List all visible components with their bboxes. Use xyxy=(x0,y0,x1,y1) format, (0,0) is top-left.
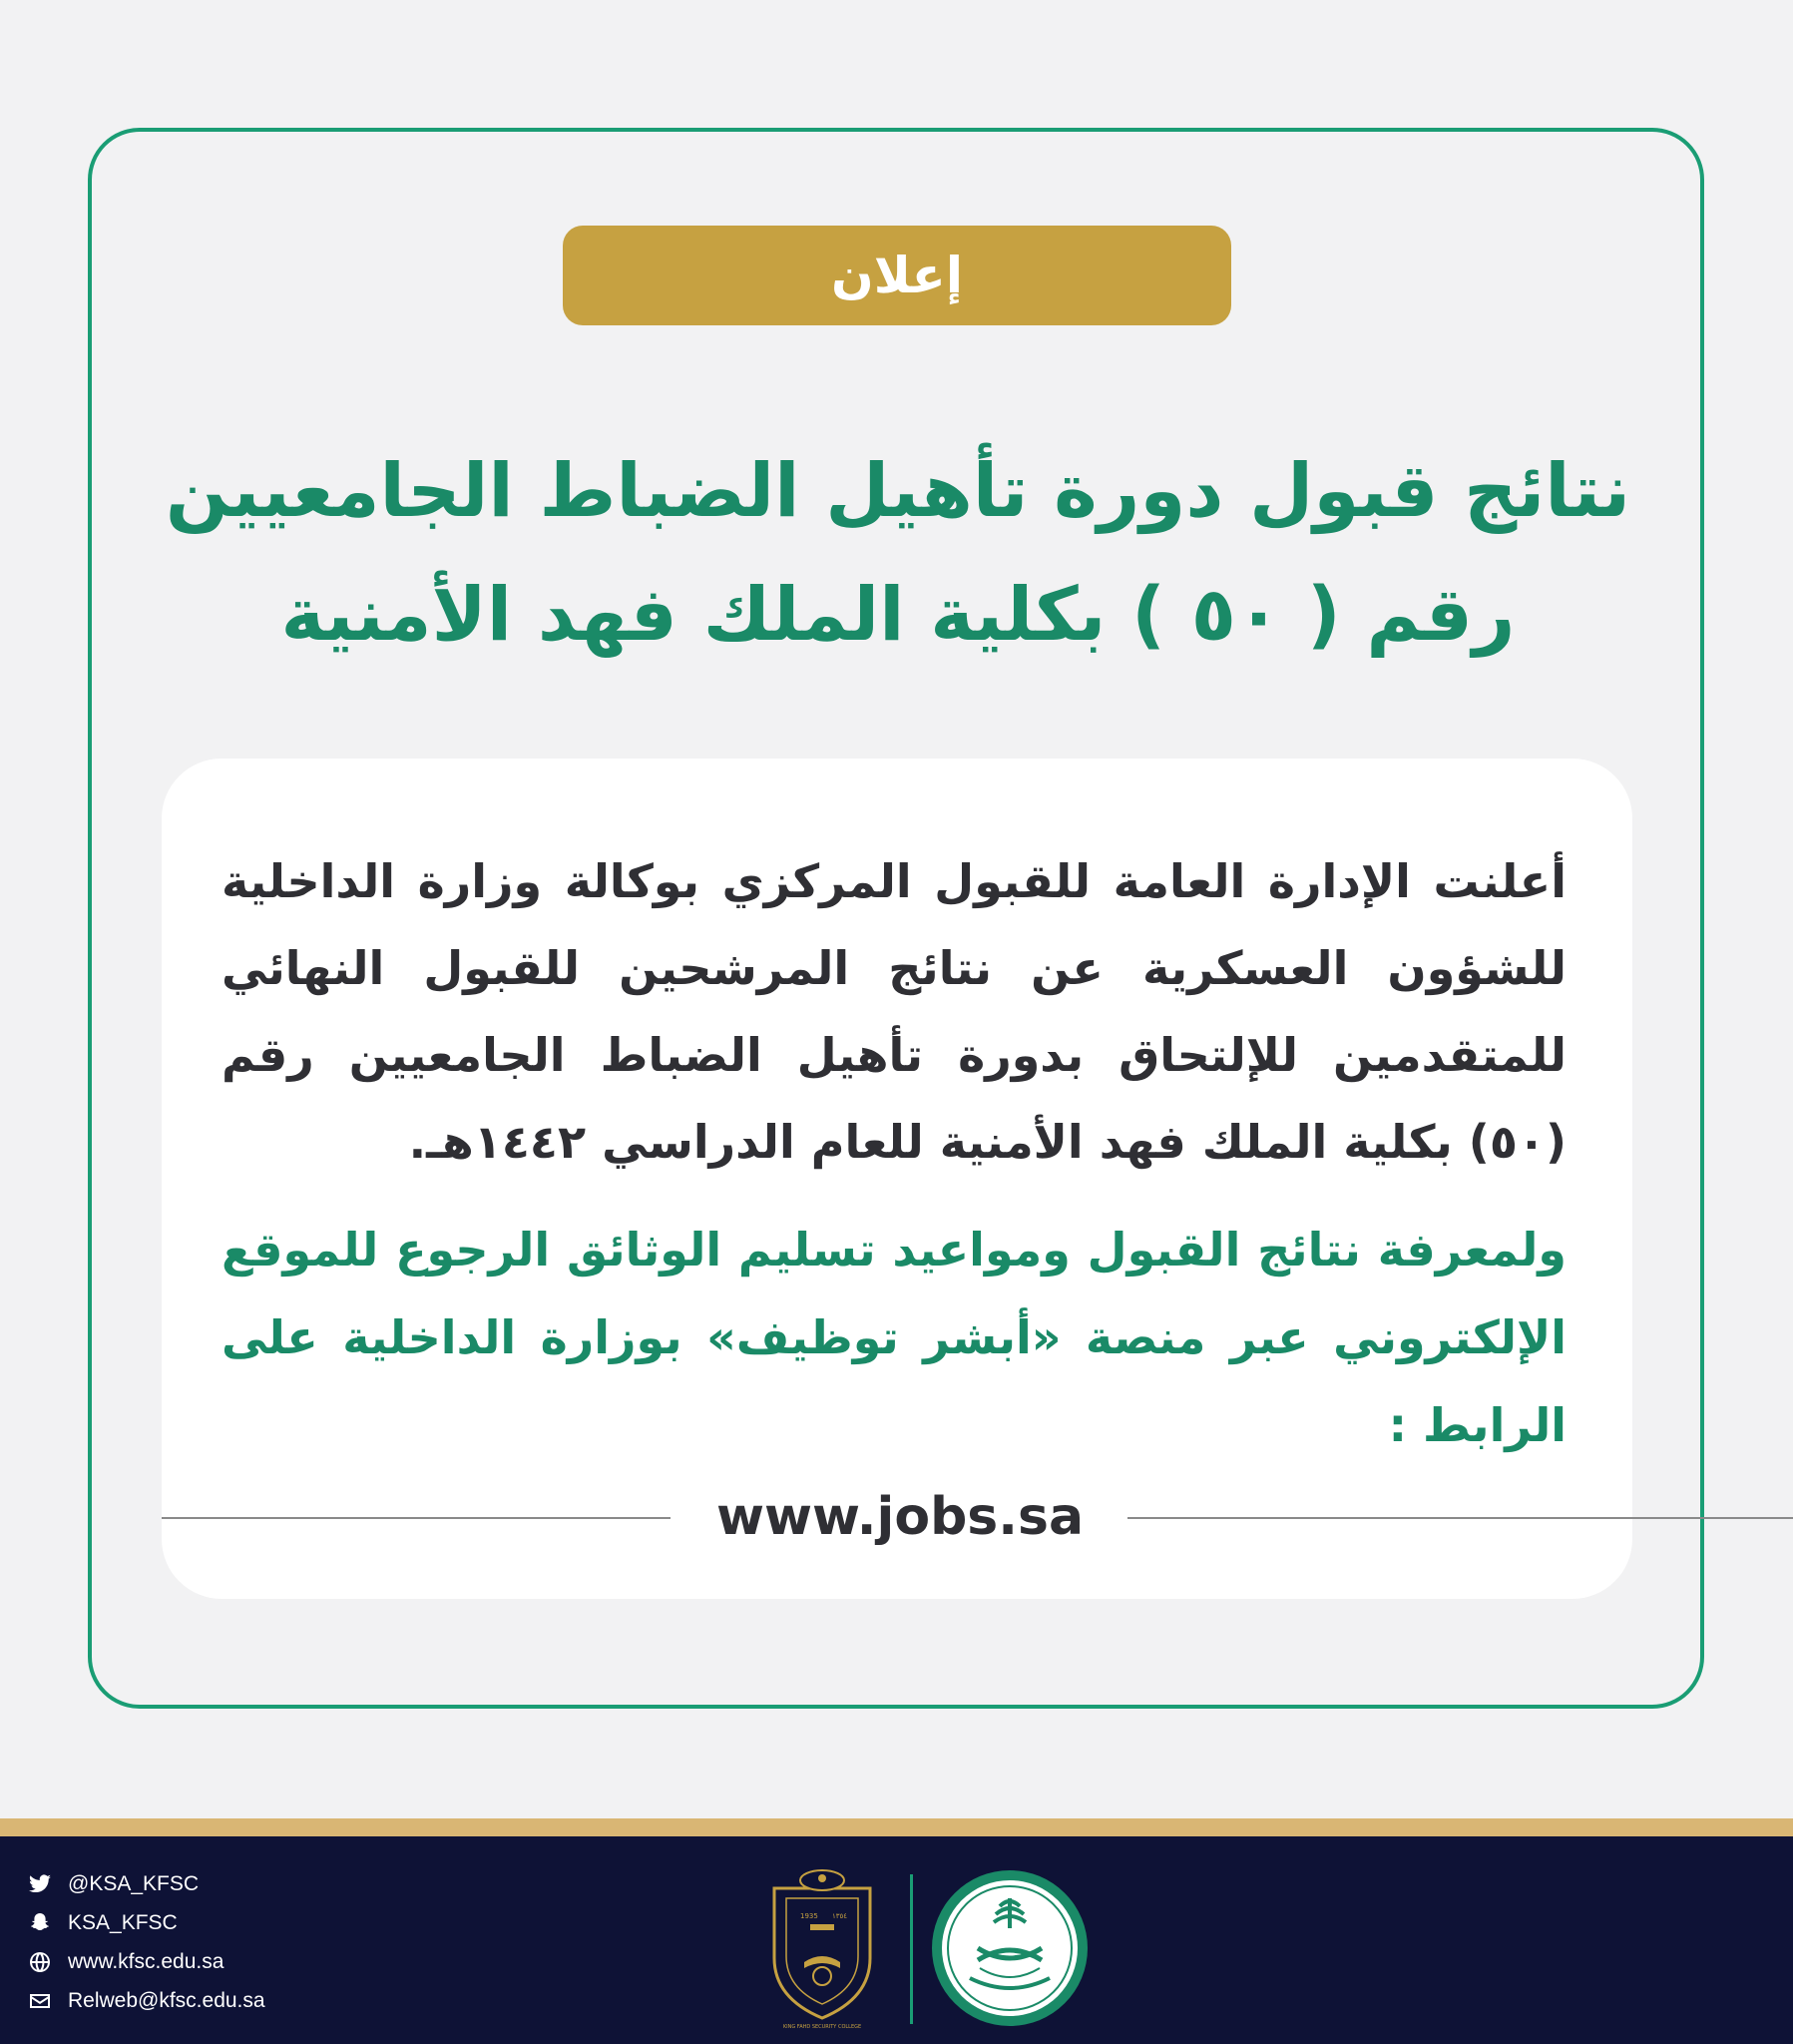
contact-website[interactable] xyxy=(28,1944,224,1980)
contact-twitter-text: @KSA_KFSC xyxy=(68,1872,200,1895)
headline-line-2: رقم ( ٥٠ ) بكلية الملك فهد الأمنية xyxy=(280,572,1516,658)
divider-line-right xyxy=(1127,1517,1793,1519)
twitter-icon xyxy=(28,1872,52,1896)
headline xyxy=(150,429,1646,677)
contact-website-text: www.kfsc.edu.sa xyxy=(68,1950,224,1973)
url-row xyxy=(162,1477,1632,1557)
announcement-cta: ولمعرفة نتائج القبول ومواعيد تسليم الوثائق الرجوع للموقع الإلكتروني عبر منصة «أبشر توظيف» بوزارة الداخلية على الرابط : xyxy=(222,1223,1567,1452)
announcement-body: أعلنت الإدارة العامة للقبول المركزي بوكالة وزارة الداخلية للشؤون العسكرية عن نتائج المرشحين للقبول النهائي للمتقدمين للإلتحاق بدورة تأهيل الضباط الجامعيين رقم (٥٠) بكلية الملك فهد الأمنية للعام الدراسي ١٤٤٢هـ. xyxy=(222,854,1567,1169)
contact-snapchat[interactable] xyxy=(28,1905,178,1941)
emblem-caption: KING FAHD SECURITY COLLEGE xyxy=(782,2024,862,2030)
headline-line-1: نتائج قبول دورة تأهيل الضباط الجامعيين xyxy=(165,448,1631,534)
mail-icon xyxy=(28,1989,52,2013)
jobs-url-link[interactable]: www.jobs.sa xyxy=(715,1487,1085,1547)
contact-email-text: Relweb@kfsc.edu.sa xyxy=(68,1989,265,2012)
badge-label: إعلان xyxy=(831,247,963,304)
logo-divider xyxy=(910,1874,913,2024)
kfsc-emblem-logo xyxy=(760,1858,884,2030)
footer-gold-strip xyxy=(0,1818,1793,1836)
footer xyxy=(0,1836,1793,2044)
contact-twitter[interactable] xyxy=(28,1866,199,1902)
ministry-interior-emblem-logo xyxy=(930,1868,1090,2028)
emblem-year-gregorian: 1935 xyxy=(800,1912,818,1920)
globe-icon xyxy=(28,1950,52,1974)
contact-snapchat-text: KSA_KFSC xyxy=(68,1911,178,1934)
emblem-year-hijri: ١٣٥٤ xyxy=(832,1912,848,1920)
snapchat-icon xyxy=(28,1911,52,1935)
contact-email[interactable] xyxy=(28,1983,265,2019)
divider-line-left xyxy=(162,1517,671,1519)
announcement-badge xyxy=(563,226,1231,325)
